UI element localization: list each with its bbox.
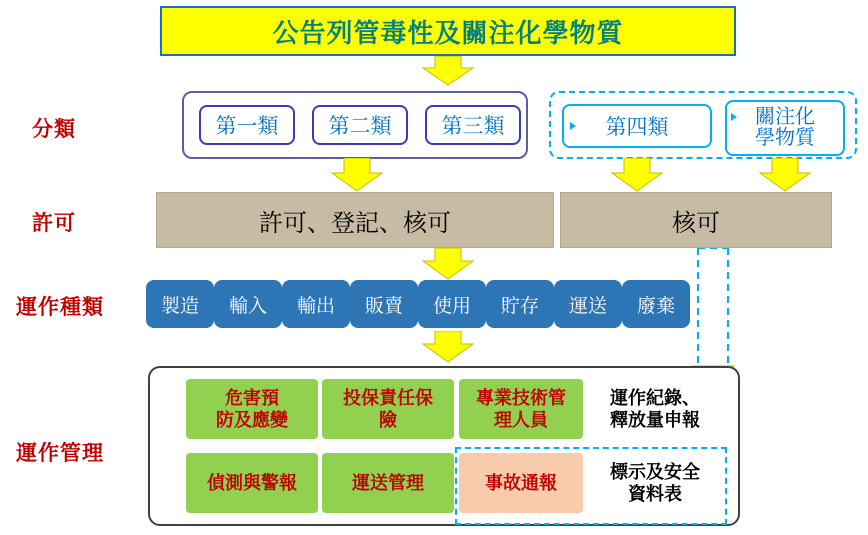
- management-box-transport-management[interactable]: [322, 453, 454, 513]
- arrow-operation-types-to-management: [419, 331, 477, 363]
- management-box-incident-report[interactable]: [459, 453, 583, 513]
- arrow-classification-to-permit-mid: [608, 158, 666, 192]
- arrow-title-to-classification: [419, 56, 477, 86]
- operation-type-chip-6-label: 貯存: [500, 295, 539, 317]
- operation-type-chip-6[interactable]: [486, 280, 554, 328]
- operation-type-chip-1[interactable]: [146, 280, 214, 328]
- management-box-hazard-prevention-line1: 危害預: [225, 387, 279, 408]
- operation-type-chip-2-label: 輸入: [228, 295, 267, 317]
- management-box-technical-manager[interactable]: [459, 379, 583, 439]
- management-box-hazard-prevention-line2: 防及應變: [216, 410, 288, 430]
- row-label-classification: 分類: [32, 118, 76, 141]
- operation-type-chip-3[interactable]: [282, 280, 350, 328]
- management-box-record-release-declaration[interactable]: [592, 379, 718, 439]
- category-chip-5[interactable]: [725, 100, 845, 156]
- management-box-labeling-sds[interactable]: [592, 453, 718, 513]
- category-chip-1-label: 第一類: [215, 115, 279, 138]
- permit-box-right-label: 核可: [672, 209, 720, 237]
- operation-type-chip-1-label: 製造: [160, 295, 199, 317]
- category-chip-4[interactable]: [562, 104, 712, 148]
- diagram-title: [160, 6, 736, 56]
- row-label-permit: 許可: [32, 212, 76, 235]
- category-chip-2[interactable]: [312, 105, 408, 145]
- permit-box-left: [156, 192, 554, 248]
- arrow-classification-to-permit-right: [756, 158, 814, 192]
- category-chip-3-label: 第三類: [441, 115, 505, 138]
- operation-type-chip-4-label: 販賣: [364, 295, 403, 317]
- permit-box-left-label: 許可、登記、核可: [259, 209, 451, 237]
- arrow-classification-to-permit-left: [328, 158, 386, 192]
- diagram-title-text: 公告列管毒性及關注化學物質: [272, 17, 624, 48]
- management-box-labeling-sds-line2: 資料表: [628, 484, 682, 504]
- operation-type-chip-4[interactable]: [350, 280, 418, 328]
- management-box-record-release-declaration-line2: 釋放量申報: [610, 410, 700, 430]
- bullet-triangle-category-5: [731, 113, 737, 121]
- management-box-liability-insurance[interactable]: [322, 379, 454, 439]
- operation-type-chip-7[interactable]: [554, 280, 622, 328]
- management-box-detection-alarm[interactable]: [186, 453, 318, 513]
- category-chip-5-label-line1: 關注化: [755, 106, 815, 128]
- category-chip-5-label-line2: 學物質: [755, 127, 815, 149]
- management-box-labeling-sds-line1: 標示及安全: [610, 461, 700, 482]
- arrow-permit-to-operation-types: [419, 248, 477, 280]
- management-box-transport-management-label: 運送管理: [352, 472, 424, 493]
- operation-type-chip-3-label: 輸出: [296, 295, 335, 317]
- row-label-operation-management: 運作管理: [16, 442, 104, 465]
- management-box-technical-manager-line1: 專業技術管: [476, 387, 566, 408]
- row-label-operation-type: 運作種類: [16, 296, 104, 319]
- operation-type-chip-7-label: 運送: [568, 295, 607, 317]
- bullet-triangle-category-4: [570, 122, 576, 130]
- management-box-liability-insurance-line1: 投保責任保: [343, 387, 433, 408]
- management-box-technical-manager-line2: 理人員: [494, 410, 548, 430]
- management-box-hazard-prevention[interactable]: [186, 379, 318, 439]
- management-box-liability-insurance-line2: 險: [379, 410, 397, 430]
- category-chip-3[interactable]: [425, 105, 521, 145]
- operation-type-chip-5-label: 使用: [432, 295, 471, 317]
- management-box-detection-alarm-label: 偵測與警報: [207, 472, 297, 493]
- operation-type-chip-8[interactable]: [622, 280, 690, 328]
- category-chip-4-label: 第四類: [605, 116, 669, 139]
- management-box-record-release-declaration-line1: 運作紀錄、: [610, 387, 700, 408]
- category-chip-1[interactable]: [199, 105, 295, 145]
- operation-type-chip-2[interactable]: [214, 280, 282, 328]
- category-chip-2-label: 第二類: [328, 115, 392, 138]
- operation-type-chip-8-label: 廢棄: [636, 295, 675, 317]
- operation-type-chip-5[interactable]: [418, 280, 486, 328]
- management-box-incident-report-label: 事故通報: [485, 472, 557, 493]
- permit-box-right: [560, 192, 832, 248]
